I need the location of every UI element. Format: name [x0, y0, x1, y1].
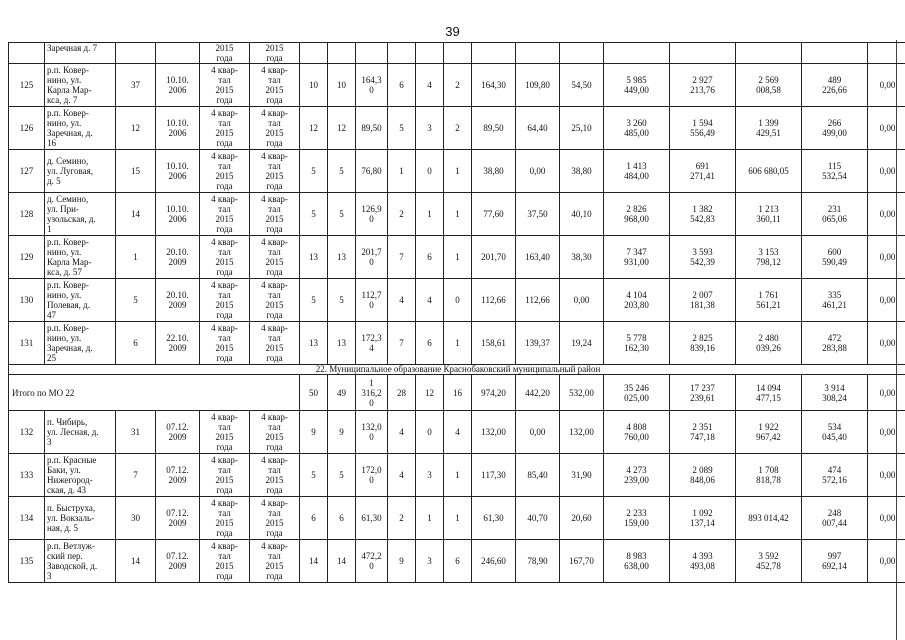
table-cell: 7 — [116, 454, 156, 497]
table-cell: 37,50 — [516, 193, 560, 236]
table-cell: 4 273 239,00 — [604, 454, 670, 497]
table-cell: 4 квар- тал 2015 года — [250, 150, 300, 193]
table-cell: 112,66 — [516, 279, 560, 322]
table-cell: д. Семино, ул. Луговая, д. 5 — [45, 150, 116, 193]
table-cell: 266 499,00 — [802, 107, 868, 150]
table-cell: 2 — [444, 107, 472, 150]
table-cell: 2 089 848,06 — [670, 454, 736, 497]
table-cell: 3 — [416, 540, 444, 583]
table-cell: 6 — [116, 322, 156, 365]
table-cell: р.п. Ветлуж- ский пер. Заводской, д. 3 — [45, 540, 116, 583]
table-row — [9, 64, 905, 107]
table-row — [9, 497, 905, 540]
table-cell: 4 квар- тал 2015 года — [200, 411, 250, 454]
table-cell: 3 153 798,12 — [736, 236, 802, 279]
table-cell: 4 — [388, 411, 416, 454]
table-cell: 9 — [328, 411, 356, 454]
table-cell: 4 квар- тал 2015 года — [200, 64, 250, 107]
table-cell: 2 569 008,58 — [736, 64, 802, 107]
table-cell: 4 квар- тал 2015 года — [200, 150, 250, 193]
table-cell: 0,00 — [868, 150, 905, 193]
table-cell: 246,60 — [472, 540, 516, 583]
table-cell: 7 — [388, 236, 416, 279]
table-cell: 4 — [388, 279, 416, 322]
table-cell: 07.12. 2009 — [156, 454, 200, 497]
table-cell: 7 347 931,00 — [604, 236, 670, 279]
table-cell: 15 — [116, 150, 156, 193]
table-cell: 0 — [416, 150, 444, 193]
table-cell: 472,2 0 — [356, 540, 388, 583]
table-cell: 37 — [116, 64, 156, 107]
table-cell: 0,00 — [868, 454, 905, 497]
data-table-wrapper — [8, 42, 905, 583]
table-cell: 133 — [9, 454, 45, 497]
table-row-partial — [9, 43, 905, 64]
table-cell: 3 — [416, 107, 444, 150]
table-cell: 3 260 485,00 — [604, 107, 670, 150]
table-cell: 10.10. 2006 — [156, 193, 200, 236]
table-cell: р.п. Ковер- нино, ул. Заречная, д. 16 — [45, 107, 116, 150]
table-cell: 4 квар- тал 2015 года — [250, 279, 300, 322]
table-cell: 6 — [444, 540, 472, 583]
table-cell: д. Семино, ул. При- узольская, д. 1 — [45, 193, 116, 236]
table-cell: 606 680,05 — [736, 150, 802, 193]
table-cell: 2 351 747,18 — [670, 411, 736, 454]
table-row — [9, 411, 905, 454]
table-row — [9, 107, 905, 150]
table-cell — [444, 43, 472, 64]
table-cell: 0,00 — [516, 411, 560, 454]
table-cell: 172,0 0 — [356, 454, 388, 497]
table-cell: 4 квар- тал 2015 года — [250, 193, 300, 236]
table-row — [9, 322, 905, 365]
table-cell — [156, 43, 200, 64]
table-cell: 1 — [444, 150, 472, 193]
table-cell: 4 квар- тал 2015 года — [200, 497, 250, 540]
table-cell: п. Чибирь, ул. Лесная, д. 3 — [45, 411, 116, 454]
table-cell: 3 592 452,78 — [736, 540, 802, 583]
table-cell: р.п. Ковер- нино, ул. Полевая, д. 47 — [45, 279, 116, 322]
table-cell: 20.10. 2009 — [156, 236, 200, 279]
table-cell: 135 — [9, 540, 45, 583]
table-cell: 130 — [9, 279, 45, 322]
table-cell: 1 316,2 0 — [356, 375, 388, 411]
table-cell: 89,50 — [356, 107, 388, 150]
table-cell: 129 — [9, 236, 45, 279]
table-cell — [868, 43, 905, 64]
table-cell: 19,24 — [560, 322, 604, 365]
table-cell: 5 — [388, 107, 416, 150]
table-cell: 0,00 — [868, 411, 905, 454]
table-cell: 172,3 4 — [356, 322, 388, 365]
table-cell: 1 — [116, 236, 156, 279]
table-cell: 5 — [300, 150, 328, 193]
table-cell: 117,30 — [472, 454, 516, 497]
table-cell: 0,00 — [868, 322, 905, 365]
table-cell: 40,70 — [516, 497, 560, 540]
table-cell — [116, 43, 156, 64]
table-cell: 4 квар- тал 2015 года — [250, 454, 300, 497]
table-cell: 489 226,66 — [802, 64, 868, 107]
table-cell: 31,90 — [560, 454, 604, 497]
table-cell: 600 590,49 — [802, 236, 868, 279]
table-cell: 4 квар- тал 2015 года — [250, 411, 300, 454]
table-cell: 10 — [328, 64, 356, 107]
table-cell: 6 — [328, 497, 356, 540]
table-cell: 12 — [328, 107, 356, 150]
table-cell: 54,50 — [560, 64, 604, 107]
table-cell: 163,40 — [516, 236, 560, 279]
table-cell: 2 826 968,00 — [604, 193, 670, 236]
table-cell: 76,80 — [356, 150, 388, 193]
table-cell: 38,80 — [472, 150, 516, 193]
table-cell: 28 — [388, 375, 416, 411]
table-cell: 1 092 137,14 — [670, 497, 736, 540]
table-cell: 13 — [300, 322, 328, 365]
table-cell: 1 761 561,21 — [736, 279, 802, 322]
table-cell: 534 045,40 — [802, 411, 868, 454]
table-cell — [328, 43, 356, 64]
table-cell: 14 — [300, 540, 328, 583]
total-row — [9, 375, 905, 411]
table-cell: 25,10 — [560, 107, 604, 150]
table-cell: 7 — [388, 322, 416, 365]
table-cell: 2 — [388, 193, 416, 236]
table-cell: 0,00 — [868, 193, 905, 236]
table-cell: 14 094 477,15 — [736, 375, 802, 411]
table-cell: 12 — [416, 375, 444, 411]
total-label: Итого по МО 22 — [9, 375, 300, 411]
table-cell: 13 — [328, 236, 356, 279]
table-cell: 1 708 818,78 — [736, 454, 802, 497]
table-cell: 4 — [416, 64, 444, 107]
table-cell — [472, 43, 516, 64]
table-cell: 4 квар- тал 2015 года — [250, 322, 300, 365]
page-number: 39 — [445, 24, 460, 39]
table-cell: 4 — [444, 411, 472, 454]
table-cell: п. Быструха, ул. Вокзаль- ная, д. 5 — [45, 497, 116, 540]
table-cell: 4 квар- тал 2015 года — [200, 540, 250, 583]
table-cell — [356, 43, 388, 64]
table-cell: 0,00 — [868, 375, 905, 411]
table-cell: 2015 года — [250, 43, 300, 64]
table-cell: 1 922 967,42 — [736, 411, 802, 454]
table-cell: 9 — [300, 411, 328, 454]
table-cell: 112,7 0 — [356, 279, 388, 322]
table-cell: 5 — [328, 150, 356, 193]
table-cell: 1 — [444, 454, 472, 497]
table-cell: 0,00 — [868, 236, 905, 279]
table-cell: 125 — [9, 64, 45, 107]
table-cell: 0,00 — [868, 279, 905, 322]
table-cell: 5 — [328, 454, 356, 497]
table-row — [9, 193, 905, 236]
table-cell: 2 480 039,26 — [736, 322, 802, 365]
table-cell: 35 246 025,00 — [604, 375, 670, 411]
table-cell: 2 825 839,16 — [670, 322, 736, 365]
table-cell: 442,20 — [516, 375, 560, 411]
table-cell: 474 572,16 — [802, 454, 868, 497]
table-cell: 20.10. 2009 — [156, 279, 200, 322]
table-cell: 4 квар- тал 2015 года — [250, 497, 300, 540]
table-cell: 40,10 — [560, 193, 604, 236]
table-cell: 4 квар- тал 2015 года — [200, 454, 250, 497]
table-cell: 134 — [9, 497, 45, 540]
table-cell: 22.10. 2009 — [156, 322, 200, 365]
table-cell — [560, 43, 604, 64]
table-cell: 4 — [416, 279, 444, 322]
table-cell: 1 — [444, 497, 472, 540]
table-cell: 38,30 — [560, 236, 604, 279]
table-cell: 1 — [388, 150, 416, 193]
table-cell — [388, 43, 416, 64]
table-cell: 10 — [300, 64, 328, 107]
table-cell — [300, 43, 328, 64]
table-cell: 13 — [300, 236, 328, 279]
table-cell: 5 778 162,30 — [604, 322, 670, 365]
table-cell: 201,70 — [472, 236, 516, 279]
table-cell: 5 — [328, 279, 356, 322]
table-cell: 10.10. 2006 — [156, 64, 200, 107]
table-cell: 3 — [416, 454, 444, 497]
table-cell: 3 593 542,39 — [670, 236, 736, 279]
table-cell: 112,66 — [472, 279, 516, 322]
table-cell: 1 — [416, 497, 444, 540]
table-cell: 16 — [444, 375, 472, 411]
table-row — [9, 540, 905, 583]
table-cell: 8 983 638,00 — [604, 540, 670, 583]
table-cell: 1 413 484,00 — [604, 150, 670, 193]
table-cell: 164,30 — [472, 64, 516, 107]
table-row — [9, 454, 905, 497]
table-cell: 4 808 760,00 — [604, 411, 670, 454]
table-cell: 1 — [444, 193, 472, 236]
table-cell: 2015 года — [200, 43, 250, 64]
table-cell: 131 — [9, 322, 45, 365]
table-cell: 132 — [9, 411, 45, 454]
table-cell: 997 692,14 — [802, 540, 868, 583]
table-cell: 20,60 — [560, 497, 604, 540]
table-cell: 9 — [388, 540, 416, 583]
table-cell: 10.10. 2006 — [156, 150, 200, 193]
table-cell: 2 007 181,38 — [670, 279, 736, 322]
table-cell: 532,00 — [560, 375, 604, 411]
table-cell: 61,30 — [356, 497, 388, 540]
table-cell: 1 594 556,49 — [670, 107, 736, 150]
table-cell: 38,80 — [560, 150, 604, 193]
table-cell: Заречная д. 7 — [45, 43, 116, 64]
table-cell: 0,00 — [868, 64, 905, 107]
table-cell: 109,80 — [516, 64, 560, 107]
table-cell: 49 — [328, 375, 356, 411]
table-cell: 4 квар- тал 2015 года — [200, 107, 250, 150]
table-cell: 4 квар- тал 2015 года — [200, 322, 250, 365]
table-cell: 6 — [416, 236, 444, 279]
section-header-row — [9, 365, 905, 375]
table-cell: 6 — [388, 64, 416, 107]
table-cell: 14 — [328, 540, 356, 583]
table-cell: 115 532,54 — [802, 150, 868, 193]
table-cell: 14 — [116, 193, 156, 236]
table-cell: 1 — [416, 193, 444, 236]
table-cell: 2 233 159,00 — [604, 497, 670, 540]
table-cell: 132,00 — [560, 411, 604, 454]
table-cell: 4 393 493,08 — [670, 540, 736, 583]
table-cell: р.п. Ковер- нино, ул. Заречная, д. 25 — [45, 322, 116, 365]
table-cell: 07.12. 2009 — [156, 540, 200, 583]
table-cell — [416, 43, 444, 64]
section-title: 22. Муниципальное образование Краснобаковский муниципальный район — [9, 365, 905, 375]
table-cell: 1 — [444, 236, 472, 279]
table-cell: 5 — [116, 279, 156, 322]
table-cell: р.п. Ковер- нино, ул. Карла Мар- кса, д. 57 — [45, 236, 116, 279]
housing-program-table — [8, 42, 905, 583]
table-cell: 0,00 — [868, 540, 905, 583]
table-cell: 3 914 308,24 — [802, 375, 868, 411]
table-cell: 248 007,44 — [802, 497, 868, 540]
table-cell: 4 квар- тал 2015 года — [250, 107, 300, 150]
table-cell: 4 квар- тал 2015 года — [200, 279, 250, 322]
table-cell: 158,61 — [472, 322, 516, 365]
table-cell: 335 461,21 — [802, 279, 868, 322]
table-cell: 132,00 — [472, 411, 516, 454]
table-cell: 17 237 239,61 — [670, 375, 736, 411]
table-cell: 1 213 360,11 — [736, 193, 802, 236]
table-cell: 85,40 — [516, 454, 560, 497]
table-cell: 126,9 0 — [356, 193, 388, 236]
table-cell: 10.10. 2006 — [156, 107, 200, 150]
table-cell: 5 — [300, 193, 328, 236]
table-cell: 07.12. 2009 — [156, 497, 200, 540]
table-body — [9, 43, 905, 583]
table-cell: 13 — [328, 322, 356, 365]
table-cell: 0,00 — [560, 279, 604, 322]
table-cell: 5 — [300, 279, 328, 322]
table-row — [9, 150, 905, 193]
table-cell: 78,90 — [516, 540, 560, 583]
table-cell: 167,70 — [560, 540, 604, 583]
table-cell — [9, 43, 45, 64]
table-cell: 0 — [416, 411, 444, 454]
table-cell: 31 — [116, 411, 156, 454]
table-cell: 2 — [444, 64, 472, 107]
table-cell: 126 — [9, 107, 45, 150]
table-cell: 4 квар- тал 2015 года — [200, 236, 250, 279]
table-cell: 77,60 — [472, 193, 516, 236]
table-cell — [516, 43, 560, 64]
table-cell: 2 — [388, 497, 416, 540]
table-cell: 1 382 542,83 — [670, 193, 736, 236]
table-cell: р.п. Ковер- нино, ул. Карла Мар- кса, д. 7 — [45, 64, 116, 107]
table-cell: 1 — [444, 322, 472, 365]
table-cell: 61,30 — [472, 497, 516, 540]
table-cell: 89,50 — [472, 107, 516, 150]
table-cell: 12 — [116, 107, 156, 150]
table-cell: 132,0 0 — [356, 411, 388, 454]
table-cell: 5 985 449,00 — [604, 64, 670, 107]
table-cell: 4 квар- тал 2015 года — [200, 193, 250, 236]
table-row — [9, 236, 905, 279]
table-cell: р.п. Красные Баки, ул. Нижегород- ская, д. 43 — [45, 454, 116, 497]
table-row — [9, 279, 905, 322]
table-cell: 127 — [9, 150, 45, 193]
table-cell: 12 — [300, 107, 328, 150]
table-cell: 50 — [300, 375, 328, 411]
table-cell: 64,40 — [516, 107, 560, 150]
table-cell: 1 399 429,51 — [736, 107, 802, 150]
table-cell: 164,3 0 — [356, 64, 388, 107]
table-cell: 07.12. 2009 — [156, 411, 200, 454]
table-cell: 0,00 — [868, 497, 905, 540]
table-cell: 5 — [300, 454, 328, 497]
table-cell: 893 014,42 — [736, 497, 802, 540]
table-cell: 691 271,41 — [670, 150, 736, 193]
table-cell: 472 283,88 — [802, 322, 868, 365]
table-cell: 128 — [9, 193, 45, 236]
table-cell: 14 — [116, 540, 156, 583]
table-cell: 0,00 — [516, 150, 560, 193]
table-cell — [802, 43, 868, 64]
table-cell: 0 — [444, 279, 472, 322]
table-cell: 201,7 0 — [356, 236, 388, 279]
table-cell: 30 — [116, 497, 156, 540]
table-cell — [736, 43, 802, 64]
table-cell: 0,00 — [868, 107, 905, 150]
table-cell: 4 104 203,80 — [604, 279, 670, 322]
table-cell: 231 065,06 — [802, 193, 868, 236]
table-cell: 4 квар- тал 2015 года — [250, 64, 300, 107]
table-cell: 4 — [388, 454, 416, 497]
table-cell: 6 — [416, 322, 444, 365]
table-cell: 974,20 — [472, 375, 516, 411]
table-cell: 2 927 213,76 — [670, 64, 736, 107]
table-cell: 4 квар- тал 2015 года — [250, 540, 300, 583]
table-cell: 139,37 — [516, 322, 560, 365]
table-cell — [670, 43, 736, 64]
table-cell: 6 — [300, 497, 328, 540]
table-cell: 4 квар- тал 2015 года — [250, 236, 300, 279]
table-cell — [604, 43, 670, 64]
table-cell: 5 — [328, 193, 356, 236]
